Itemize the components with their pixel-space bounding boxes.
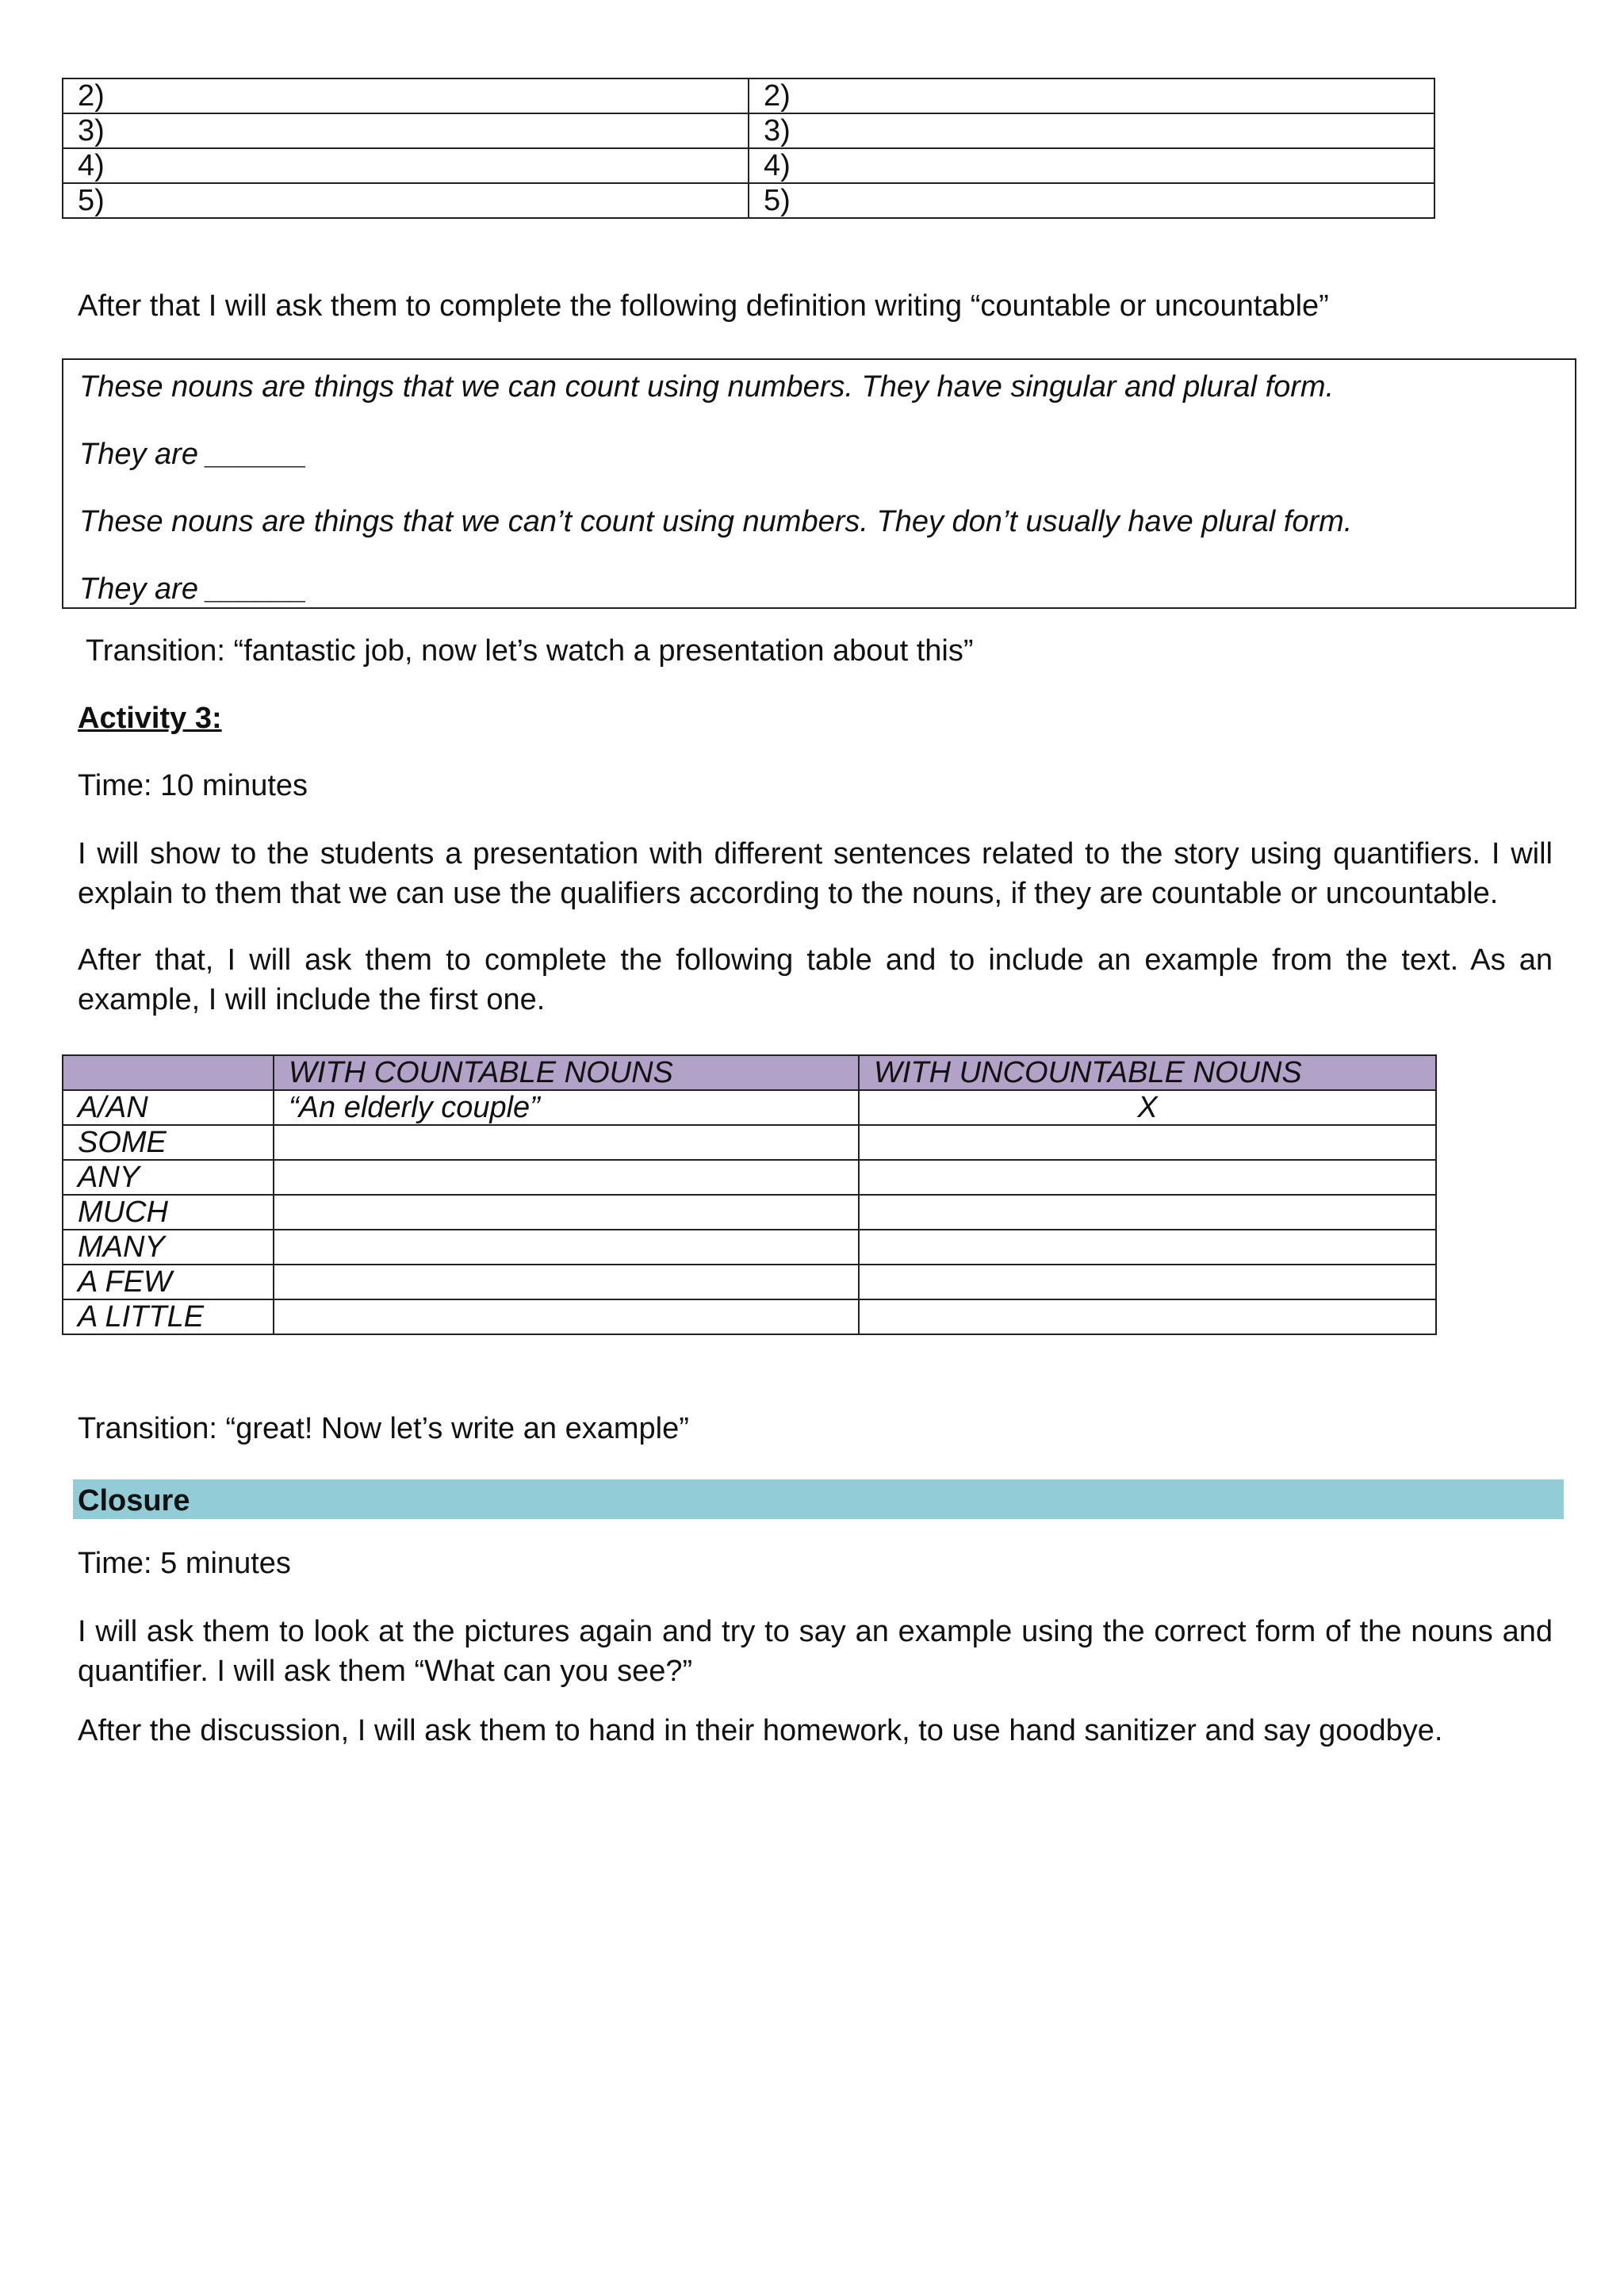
table-row	[63, 1299, 1436, 1334]
table-cell: 5)	[749, 183, 1434, 218]
countable-example	[274, 1125, 859, 1160]
quantifier-label: A/AN	[63, 1090, 274, 1125]
table-row	[63, 1195, 1436, 1230]
table-cell: 2)	[63, 78, 749, 113]
table-row	[63, 148, 1434, 183]
transition-text: Transition: “great! Now let’s write an example”	[78, 1412, 689, 1445]
countable-example	[274, 1160, 859, 1195]
uncountable-example	[859, 1265, 1436, 1299]
uncountable-example	[859, 1160, 1436, 1195]
quantifier-table	[62, 1054, 1437, 1335]
activity-3-instructions: After that, I will ask them to complete the following table and to include an example from the text. As an example, I will include the first one.	[78, 943, 1553, 1016]
transition-text: Transition: “fantastic job, now let’s watch a presentation about this”	[86, 634, 974, 668]
table-row	[63, 1265, 1436, 1299]
uncountable-example: X	[859, 1090, 1436, 1125]
header-cell-empty	[63, 1055, 274, 1090]
quantifier-label: MUCH	[63, 1195, 274, 1230]
table-cell: 5)	[63, 183, 749, 218]
table-row	[63, 1160, 1436, 1195]
header-cell-uncountable: WITH UNCOUNTABLE NOUNS	[859, 1055, 1436, 1090]
uncountable-example	[859, 1230, 1436, 1265]
countable-example	[274, 1195, 859, 1230]
table-row	[63, 1125, 1436, 1160]
uncountable-example	[859, 1195, 1436, 1230]
table-cell: 3)	[63, 113, 749, 148]
countable-example	[274, 1299, 859, 1334]
quantifier-label: A FEW	[63, 1265, 274, 1299]
table-cell: 4)	[749, 148, 1434, 183]
activity-3-heading: Activity 3:	[78, 702, 222, 735]
table-cell: 3)	[749, 113, 1434, 148]
activity-3-time: Time: 10 minutes	[78, 769, 308, 802]
table-cell: 4)	[63, 148, 749, 183]
closure-final-step: After the discussion, I will ask them to hand in their homework, to use hand sanitizer and say goodbye.	[78, 1714, 1443, 1747]
uncountable-definition: These nouns are things that we can’t count using numbers. They don’t usually have plural form.	[79, 505, 1353, 538]
header-cell-countable: WITH COUNTABLE NOUNS	[274, 1055, 859, 1090]
table-row	[63, 183, 1434, 218]
closure-time: Time: 5 minutes	[78, 1547, 291, 1580]
countable-example	[274, 1230, 859, 1265]
activity-3-description: I will show to the students a presentation with different sentences related to the story using quantifiers. I will explain to them that we can use the qualifiers according to the nouns, if they are countable or uncountable.	[78, 837, 1553, 910]
table-row	[63, 1090, 1436, 1125]
uncountable-blank: They are ______	[79, 572, 308, 606]
table-row	[63, 113, 1434, 148]
countable-example: “An elderly couple”	[274, 1090, 859, 1125]
numbered-answer-table	[62, 78, 1435, 219]
table-row	[63, 1230, 1436, 1265]
table-cell: 2)	[749, 78, 1434, 113]
closure-description: I will ask them to look at the pictures again and try to say an example using the correct form of the nouns and quantifier. I will ask them “What can you see?”	[78, 1615, 1553, 1688]
definition-instructions: After that I will ask them to complete the following definition writing “countable or uncountable”	[78, 289, 1329, 323]
quantifier-label: A LITTLE	[63, 1299, 274, 1334]
quantifier-label: MANY	[63, 1230, 274, 1265]
closure-heading-bar	[73, 1479, 1564, 1519]
table-header-row	[63, 1055, 1436, 1090]
table-row	[63, 78, 1434, 113]
definition-box	[62, 358, 1576, 609]
countable-blank: They are ______	[79, 438, 308, 471]
uncountable-example	[859, 1125, 1436, 1160]
quantifier-label: ANY	[63, 1160, 274, 1195]
countable-example	[274, 1265, 859, 1299]
uncountable-example	[859, 1299, 1436, 1334]
closure-heading: Closure	[78, 1484, 190, 1517]
countable-definition: These nouns are things that we can count using numbers. They have singular and plural form.	[79, 370, 1335, 404]
quantifier-label: SOME	[63, 1125, 274, 1160]
